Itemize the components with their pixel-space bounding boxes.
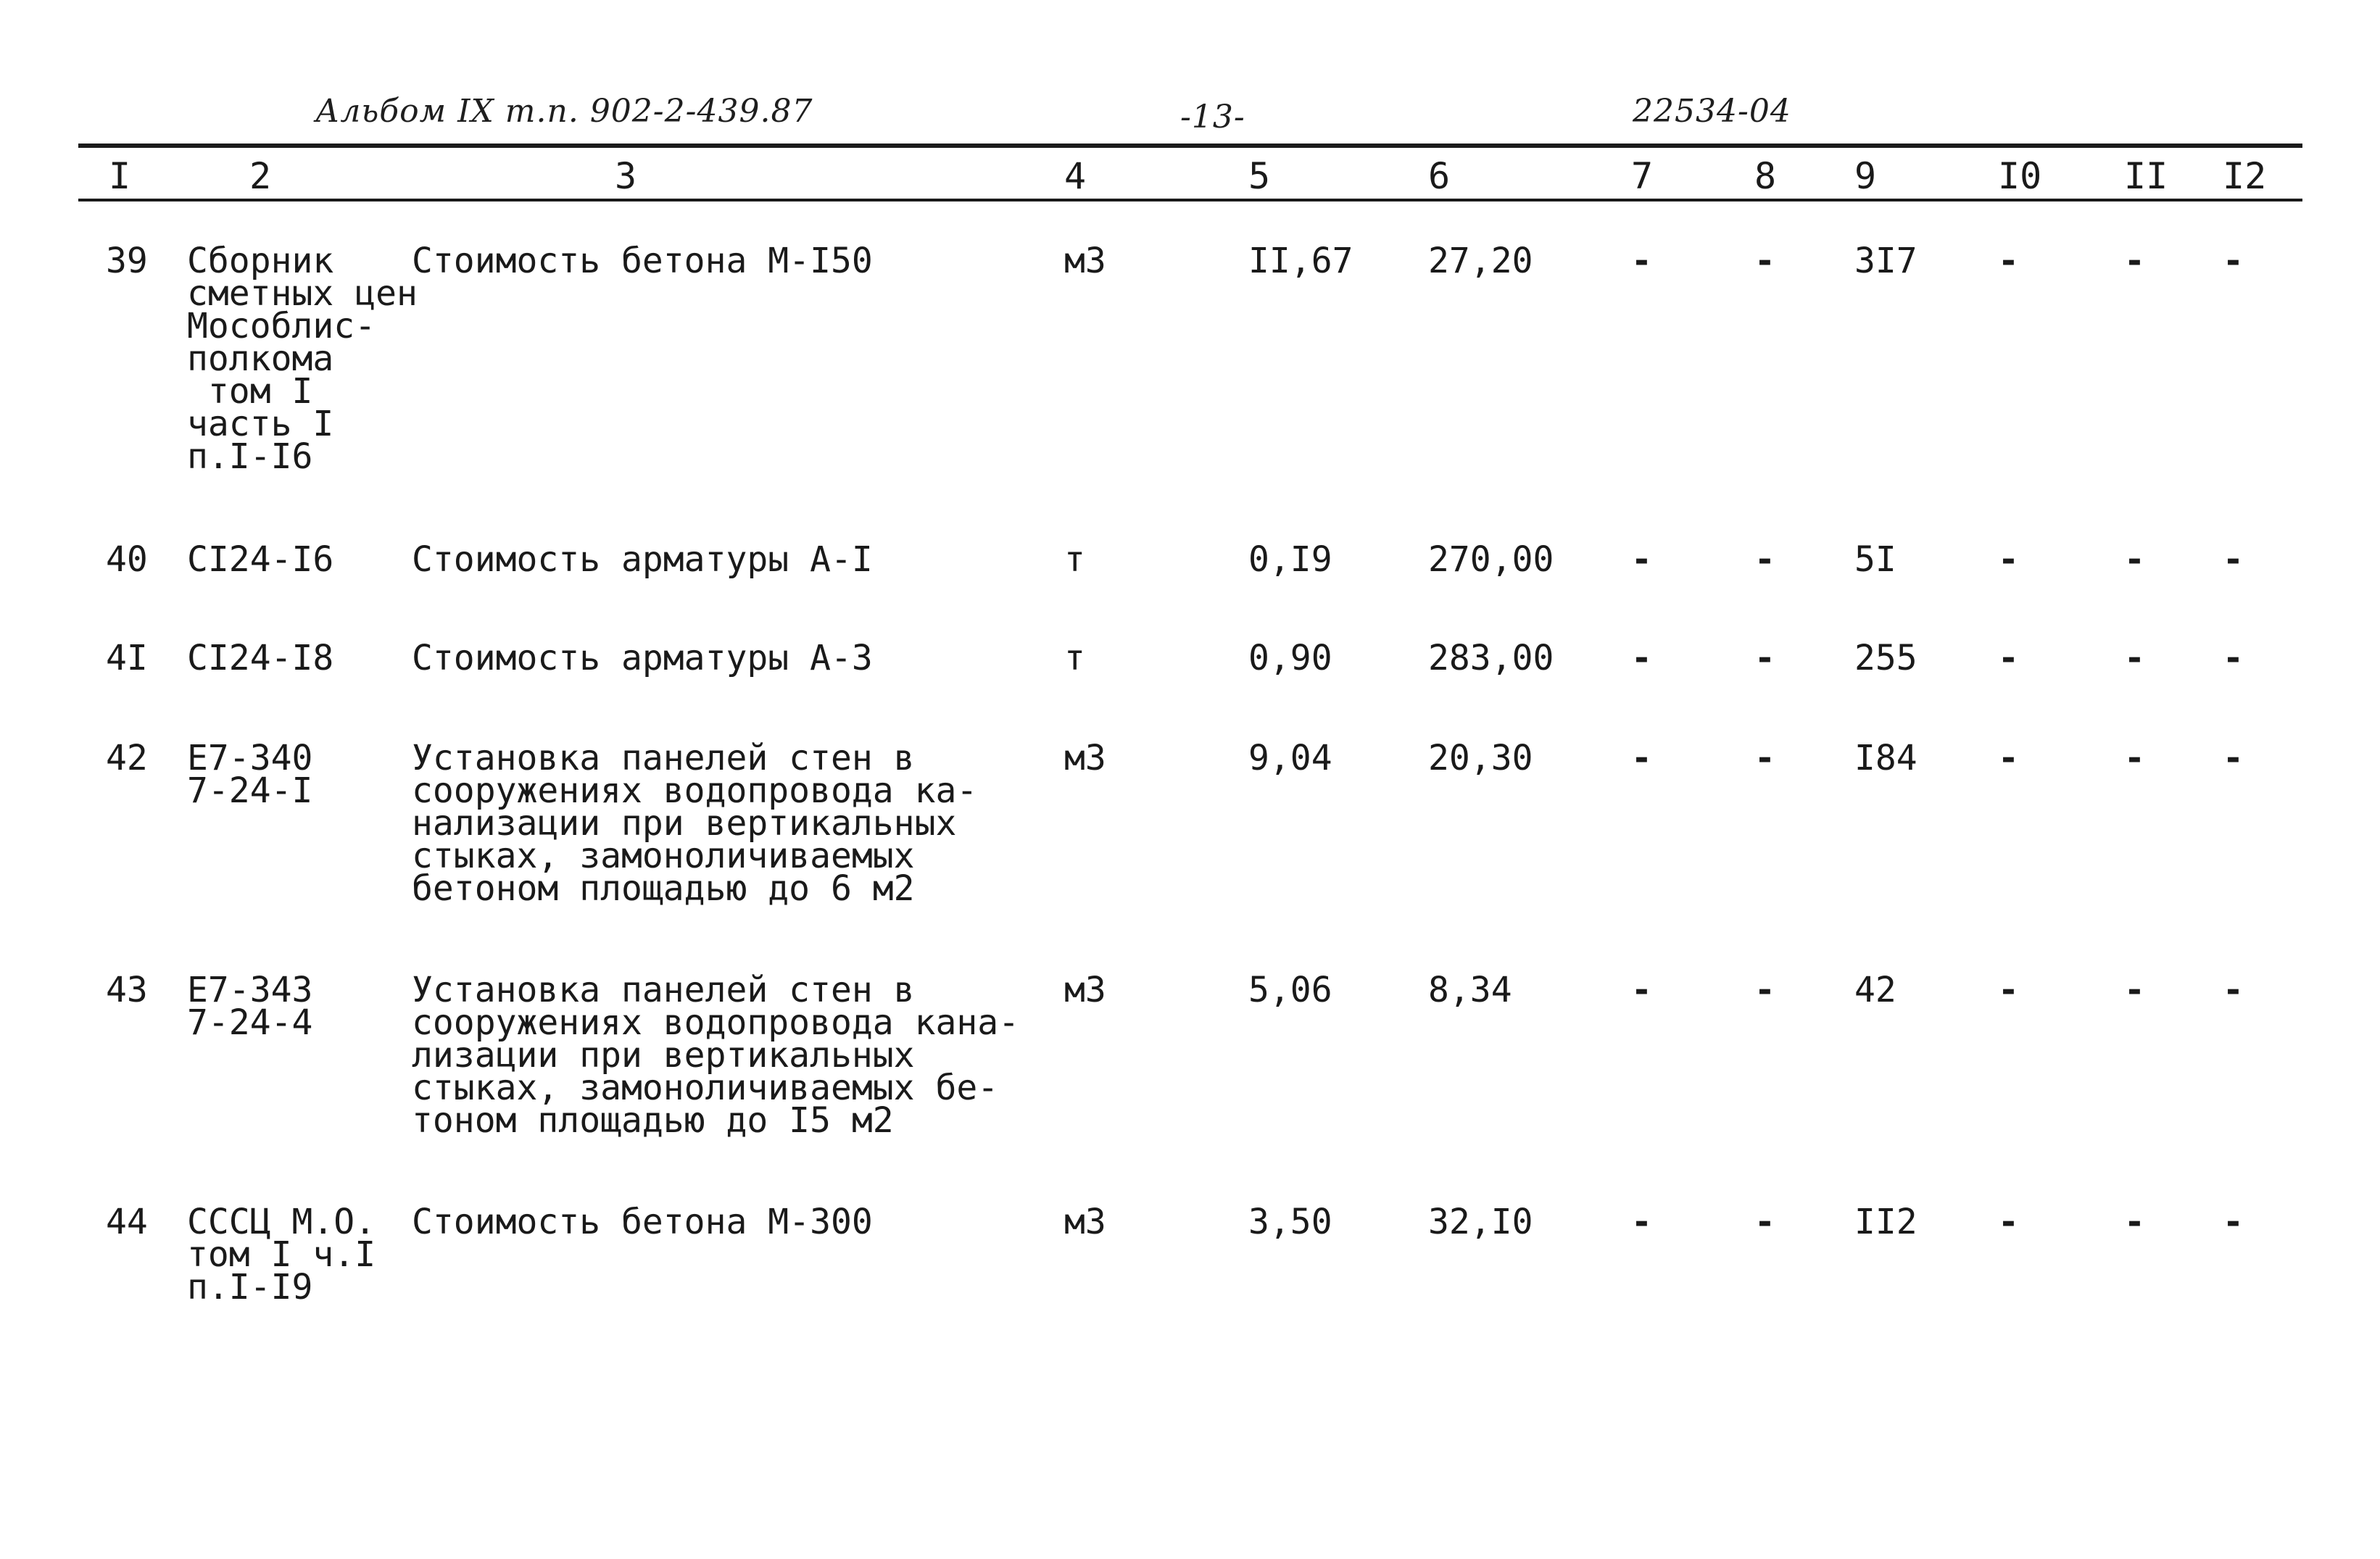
column-7-value: - xyxy=(1631,241,1652,281)
column-number-4: 4 xyxy=(1064,155,1087,197)
work-description: Стоимость арматуры А-I xyxy=(412,539,873,580)
column-10-value: - xyxy=(1998,241,2019,281)
unit: т xyxy=(1064,539,1085,580)
header-rule-bottom xyxy=(78,199,2302,201)
column-10-value: - xyxy=(1998,1202,2019,1242)
column-11-value: - xyxy=(2124,738,2145,778)
column-number-8: 8 xyxy=(1754,155,1777,197)
column-12-value: - xyxy=(2223,241,2244,281)
price-reference: Е7-340 7-24-I xyxy=(187,738,313,811)
quantity: 5,06 xyxy=(1248,970,1332,1010)
column-12-value: - xyxy=(2223,970,2244,1010)
column-10-value: - xyxy=(1998,970,2019,1010)
unit: т xyxy=(1064,638,1085,678)
unit-price: 270,00 xyxy=(1428,539,1554,580)
work-description: Установка панелей стен в сооружениях водопровода ка- нализации при вертикальных стыках, замоноличиваемых бетоном площадью до 6 м2 xyxy=(412,738,978,909)
column-number-7: 7 xyxy=(1631,155,1654,197)
row-number: 39 xyxy=(106,241,148,281)
price-reference: Е7-343 7-24-4 xyxy=(187,970,313,1043)
handwritten-document-number: 22534-04 xyxy=(1633,93,1791,130)
unit-price: 8,34 xyxy=(1428,970,1512,1010)
column-10-value: - xyxy=(1998,738,2019,778)
unit-price: 20,30 xyxy=(1428,738,1533,778)
column-number-5: 5 xyxy=(1248,155,1271,197)
column-number-1: I xyxy=(109,155,131,197)
column-number-10: I0 xyxy=(1998,155,2042,197)
unit-price: 283,00 xyxy=(1428,638,1554,678)
header-rule-top xyxy=(78,144,2302,148)
work-description: Установка панелей стен в сооружениях водопровода кана- лизации при вертикальных стыках, замоноличиваемых бе- тоном площадью до I5 м2 xyxy=(412,970,1020,1141)
column-7-value: - xyxy=(1631,1202,1652,1242)
row-number: 43 xyxy=(106,970,148,1010)
unit: м3 xyxy=(1064,970,1106,1010)
column-7-value: - xyxy=(1631,638,1652,678)
column-8-value: - xyxy=(1754,539,1775,580)
work-description: Стоимость бетона М-300 xyxy=(412,1202,873,1242)
column-7-value: - xyxy=(1631,970,1652,1010)
unit: м3 xyxy=(1064,241,1106,281)
column-number-11: II xyxy=(2124,155,2168,197)
price-reference: CI24-I6 xyxy=(187,539,334,580)
quantity: 0,I9 xyxy=(1248,539,1332,580)
unit: м3 xyxy=(1064,1202,1106,1242)
column-8-value: - xyxy=(1754,738,1775,778)
unit-price: 27,20 xyxy=(1428,241,1533,281)
column-8-value: - xyxy=(1754,241,1775,281)
column-11-value: - xyxy=(2124,1202,2145,1242)
column-number-9: 9 xyxy=(1854,155,1877,197)
column-12-value: - xyxy=(2223,738,2244,778)
column-12-value: - xyxy=(2223,638,2244,678)
column-number-12: I2 xyxy=(2223,155,2267,197)
handwritten-album-reference: Альбом IX т.п. 902-2-439.87 xyxy=(315,93,813,130)
total-cost: 3I7 xyxy=(1854,241,1917,281)
unit-price: 32,I0 xyxy=(1428,1202,1533,1242)
total-cost: I84 xyxy=(1854,738,1917,778)
column-number-6: 6 xyxy=(1428,155,1451,197)
column-8-value: - xyxy=(1754,970,1775,1010)
column-12-value: - xyxy=(2223,1202,2244,1242)
quantity: II,67 xyxy=(1248,241,1353,281)
column-7-value: - xyxy=(1631,539,1652,580)
row-number: 44 xyxy=(106,1202,148,1242)
column-11-value: - xyxy=(2124,539,2145,580)
work-description: Стоимость бетона М-I50 xyxy=(412,241,873,281)
column-11-value: - xyxy=(2124,241,2145,281)
column-7-value: - xyxy=(1631,738,1652,778)
column-10-value: - xyxy=(1998,539,2019,580)
column-number-3: 3 xyxy=(615,155,637,197)
price-reference: СССЦ М.О. том I ч.I п.I-I9 xyxy=(187,1202,376,1308)
quantity: 9,04 xyxy=(1248,738,1332,778)
price-reference: Сборник сметных цен Мособлис- полкома том I часть I п.I-I6 xyxy=(187,241,418,477)
column-10-value: - xyxy=(1998,638,2019,678)
column-12-value: - xyxy=(2223,539,2244,580)
column-11-value: - xyxy=(2124,638,2145,678)
quantity: 3,50 xyxy=(1248,1202,1332,1242)
work-description: Стоимость арматуры А-3 xyxy=(412,638,873,678)
total-cost: 42 xyxy=(1854,970,1896,1010)
handwritten-page-marker: -13- xyxy=(1180,99,1245,136)
unit: м3 xyxy=(1064,738,1106,778)
total-cost: 5I xyxy=(1854,539,1896,580)
column-8-value: - xyxy=(1754,1202,1775,1242)
column-number-2: 2 xyxy=(249,155,272,197)
column-11-value: - xyxy=(2124,970,2145,1010)
price-reference: CI24-I8 xyxy=(187,638,334,678)
row-number: 40 xyxy=(106,539,148,580)
row-number: 4I xyxy=(106,638,148,678)
total-cost: II2 xyxy=(1854,1202,1917,1242)
column-8-value: - xyxy=(1754,638,1775,678)
quantity: 0,90 xyxy=(1248,638,1332,678)
row-number: 42 xyxy=(106,738,148,778)
total-cost: 255 xyxy=(1854,638,1917,678)
